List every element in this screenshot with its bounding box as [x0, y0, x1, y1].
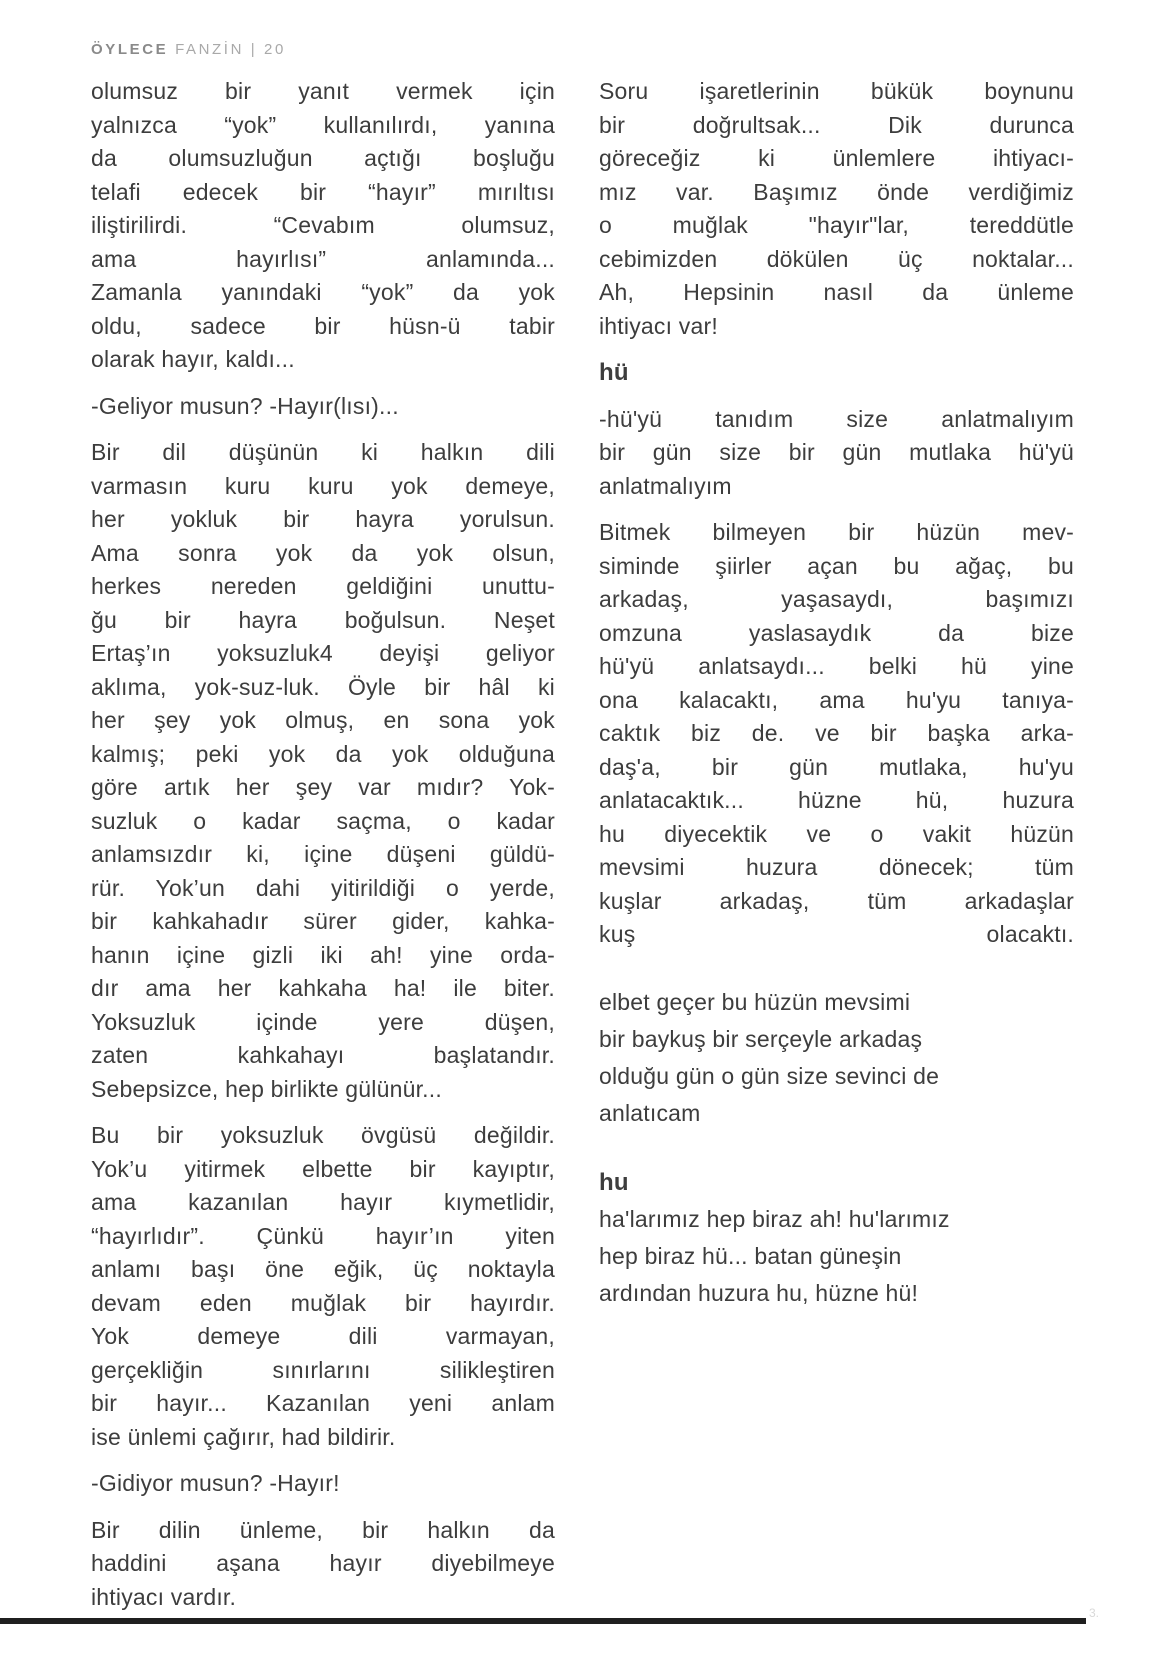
text-line: elbet geçer bu hüzün mevsimi [599, 988, 911, 1015]
text-line: hu diyecektik ve o vakit hüzün [599, 820, 1074, 847]
text-line: gerçekliğin sınırlarını silikleştiren [91, 1356, 555, 1383]
text-line: Yok demeye dili varmayan, [91, 1323, 555, 1349]
text-line: varmasın kuru kuru yok demeye, [91, 472, 555, 499]
text-line: ise ünlemi çağırır, had bildirir. [91, 1423, 396, 1450]
text-line: -Geliyor musun? -Hayır(lısı)... [91, 392, 399, 419]
text-line: anlamı başı öne eğik, üç noktayla [91, 1256, 555, 1282]
text-line: anlamsızdır ki, içine düşeni güldü- [91, 841, 555, 867]
text-line: bir baykuş bir serçeyle arkadaş [599, 1025, 923, 1052]
text-line: o muğlak "hayır"lar, tereddütle [599, 212, 1074, 238]
text-line: Yok’u yitirmek elbette bir kayıptır, [91, 1155, 555, 1182]
left-column [91, 75, 555, 1627]
text-line: olumsuz bir yanıt vermek için [91, 78, 555, 104]
text-line: mız var. Başımız önde verdiğimiz [599, 178, 1074, 205]
paragraph [599, 75, 1074, 343]
text-line: anlatacaktık... hüzne hü, huzura [599, 787, 1074, 813]
text-line: anlatmalıyım [599, 472, 732, 499]
text-line: Soru işaretlerinin bükük boynunu [599, 78, 1074, 104]
text-line: ardından huzura hu, hüzne hü! [599, 1279, 919, 1306]
text-line: da olumsuzluğun açtığı boşluğu [91, 145, 555, 171]
masthead-issue-label: FANZİN | 20 [175, 41, 286, 58]
paragraph [599, 516, 1074, 952]
text-line: her yokluk bir hayra yorulsun. [91, 506, 555, 532]
text-line: kalmış; peki yok da yok olduğuna [91, 740, 555, 767]
text-line: dır ama her kahkaha ha! ile biter. [91, 975, 555, 1001]
text-line: kuş olacaktı. [599, 921, 1074, 947]
text-line: Yoksuzluk içinde yere düşen, [91, 1008, 555, 1035]
text-line: ama kazanılan hayır kıymetlidir, [91, 1189, 555, 1215]
paragraph [599, 403, 1074, 504]
text-line: Bu bir yoksuzluk övgüsü değildir. [91, 1122, 555, 1148]
text-line: her şey yok olmuş, en sona yok [91, 707, 555, 733]
text-line: olduğu gün o gün size sevinci de [599, 1062, 940, 1089]
section-heading: hü [599, 359, 629, 386]
section-heading: hu [599, 1168, 629, 1196]
text-line: herkes nereden geldiğini unuttu- [91, 573, 555, 599]
text-line: ihtiyacı vardır. [91, 1583, 237, 1610]
text-line: bir gün size bir gün mutlaka hü'yü [599, 439, 1074, 465]
text-line: hanın içine gizli iki ah! yine orda- [91, 941, 555, 968]
text-line: aklıma, yok-suz-luk. Öyle bir hâl ki [91, 673, 555, 700]
text-line: Ama sonra yok da yok olsun, [91, 539, 555, 566]
text-line: bir hayır... Kazanılan yeni anlam [91, 1390, 555, 1416]
text-line: Zamanla yanındaki “yok” da yok [91, 279, 555, 305]
paragraph [91, 75, 555, 377]
text-line: hep biraz hü... batan güneşin [599, 1242, 902, 1269]
text-line: suzluk o kadar saçma, o kadar [91, 807, 555, 834]
text-line: yalnızca “yok” kullanılırdı, yanına [91, 111, 555, 138]
text-line: arkadaş, yaşasaydı, başımızı [599, 586, 1074, 612]
text-line: -hü'yü tanıdım size anlatmalıyım [599, 405, 1074, 432]
paragraph [599, 984, 1074, 1132]
text-line: devam eden muğlak bir hayırdır. [91, 1289, 555, 1316]
text-line: ona kalacaktı, ama hu'yu tanıya- [599, 686, 1074, 713]
text-line: caktık biz de. ve bir başka arka- [599, 720, 1074, 746]
text-line: kuşlar arkadaş, tüm arkadaşlar [599, 887, 1074, 914]
text-line: omzuna yaslasaydık da bize [599, 619, 1074, 646]
text-line: ha'larımız hep biraz ah! hu'larımız [599, 1205, 950, 1232]
text-line: bir kahkahadır sürer gider, kahka- [91, 908, 555, 934]
text-line: oldu, sadece bir hüsn-ü tabir [91, 312, 555, 339]
text-line: rür. Yok’un dahi yitirildiği o yerde, [91, 874, 555, 901]
text-line: -Gidiyor musun? -Hayır! [91, 1470, 340, 1496]
text-line: “hayırlıdır”. Çünkü hayır’ın yiten [91, 1222, 555, 1249]
text-line: hü'yü anlatsaydı... belki hü yine [599, 653, 1074, 679]
paragraph [91, 1467, 555, 1501]
text-line: ama hayırlısı” anlamında... [91, 245, 555, 272]
rule-end-mark: 3. [1089, 1606, 1100, 1620]
text-line: Ah, Hepsinin nasıl da ünleme [599, 279, 1074, 305]
text-line: telafi edecek bir “hayır” mırıltısı [91, 178, 555, 205]
text-line: olarak hayır, kaldı... [91, 346, 295, 372]
paragraph [599, 1164, 1074, 1312]
text-line: Bir dil düşünün ki halkın dili [91, 439, 555, 465]
text-line: göreceğiz ki ünlemlere ihtiyacı- [599, 145, 1074, 171]
text-line: Ertaş’ın yoksuzluk4 deyişi geliyor [91, 640, 555, 666]
text-line: Bitmek bilmeyen bir hüzün mev- [599, 519, 1074, 545]
text-line: ğu bir hayra boğulsun. Neşet [91, 606, 555, 633]
text-line: cebimizden dökülen üç noktalar... [599, 245, 1074, 272]
text-line: ihtiyacı var! [599, 312, 718, 339]
bottom-rule [0, 1618, 1086, 1624]
text-line: anlatıcam [599, 1099, 701, 1126]
text-line: zaten kahkahayı başlatandır. [91, 1042, 555, 1068]
paragraph [91, 1119, 555, 1454]
page [91, 40, 1076, 1627]
text-line: iliştirilirdi. “Cevabım olumsuz, [91, 212, 555, 238]
text-line: siminde şiirler açan bu ağaç, bu [599, 552, 1074, 579]
text-line: göre artık her şey var mıdır? Yok- [91, 774, 555, 800]
masthead-zine-title: ÖYLECE [91, 41, 169, 58]
text-line: mevsimi huzura dönecek; tüm [599, 854, 1074, 880]
masthead [91, 40, 1076, 60]
text-line: Sebepsizce, hep birlikte gülünür... [91, 1075, 442, 1102]
paragraph [91, 1514, 555, 1615]
text-line: Bir dilin ünleme, bir halkın da [91, 1516, 555, 1543]
two-column-text [91, 75, 1076, 1627]
text-line: bir doğrultsak... Dik durunca [599, 111, 1074, 138]
paragraph [91, 390, 555, 424]
text-line: haddini aşana hayır diyebilmeye [91, 1550, 555, 1576]
text-line: daş'a, bir gün mutlaka, hu'yu [599, 753, 1074, 780]
right-column [599, 75, 1074, 1325]
paragraph [91, 436, 555, 1106]
